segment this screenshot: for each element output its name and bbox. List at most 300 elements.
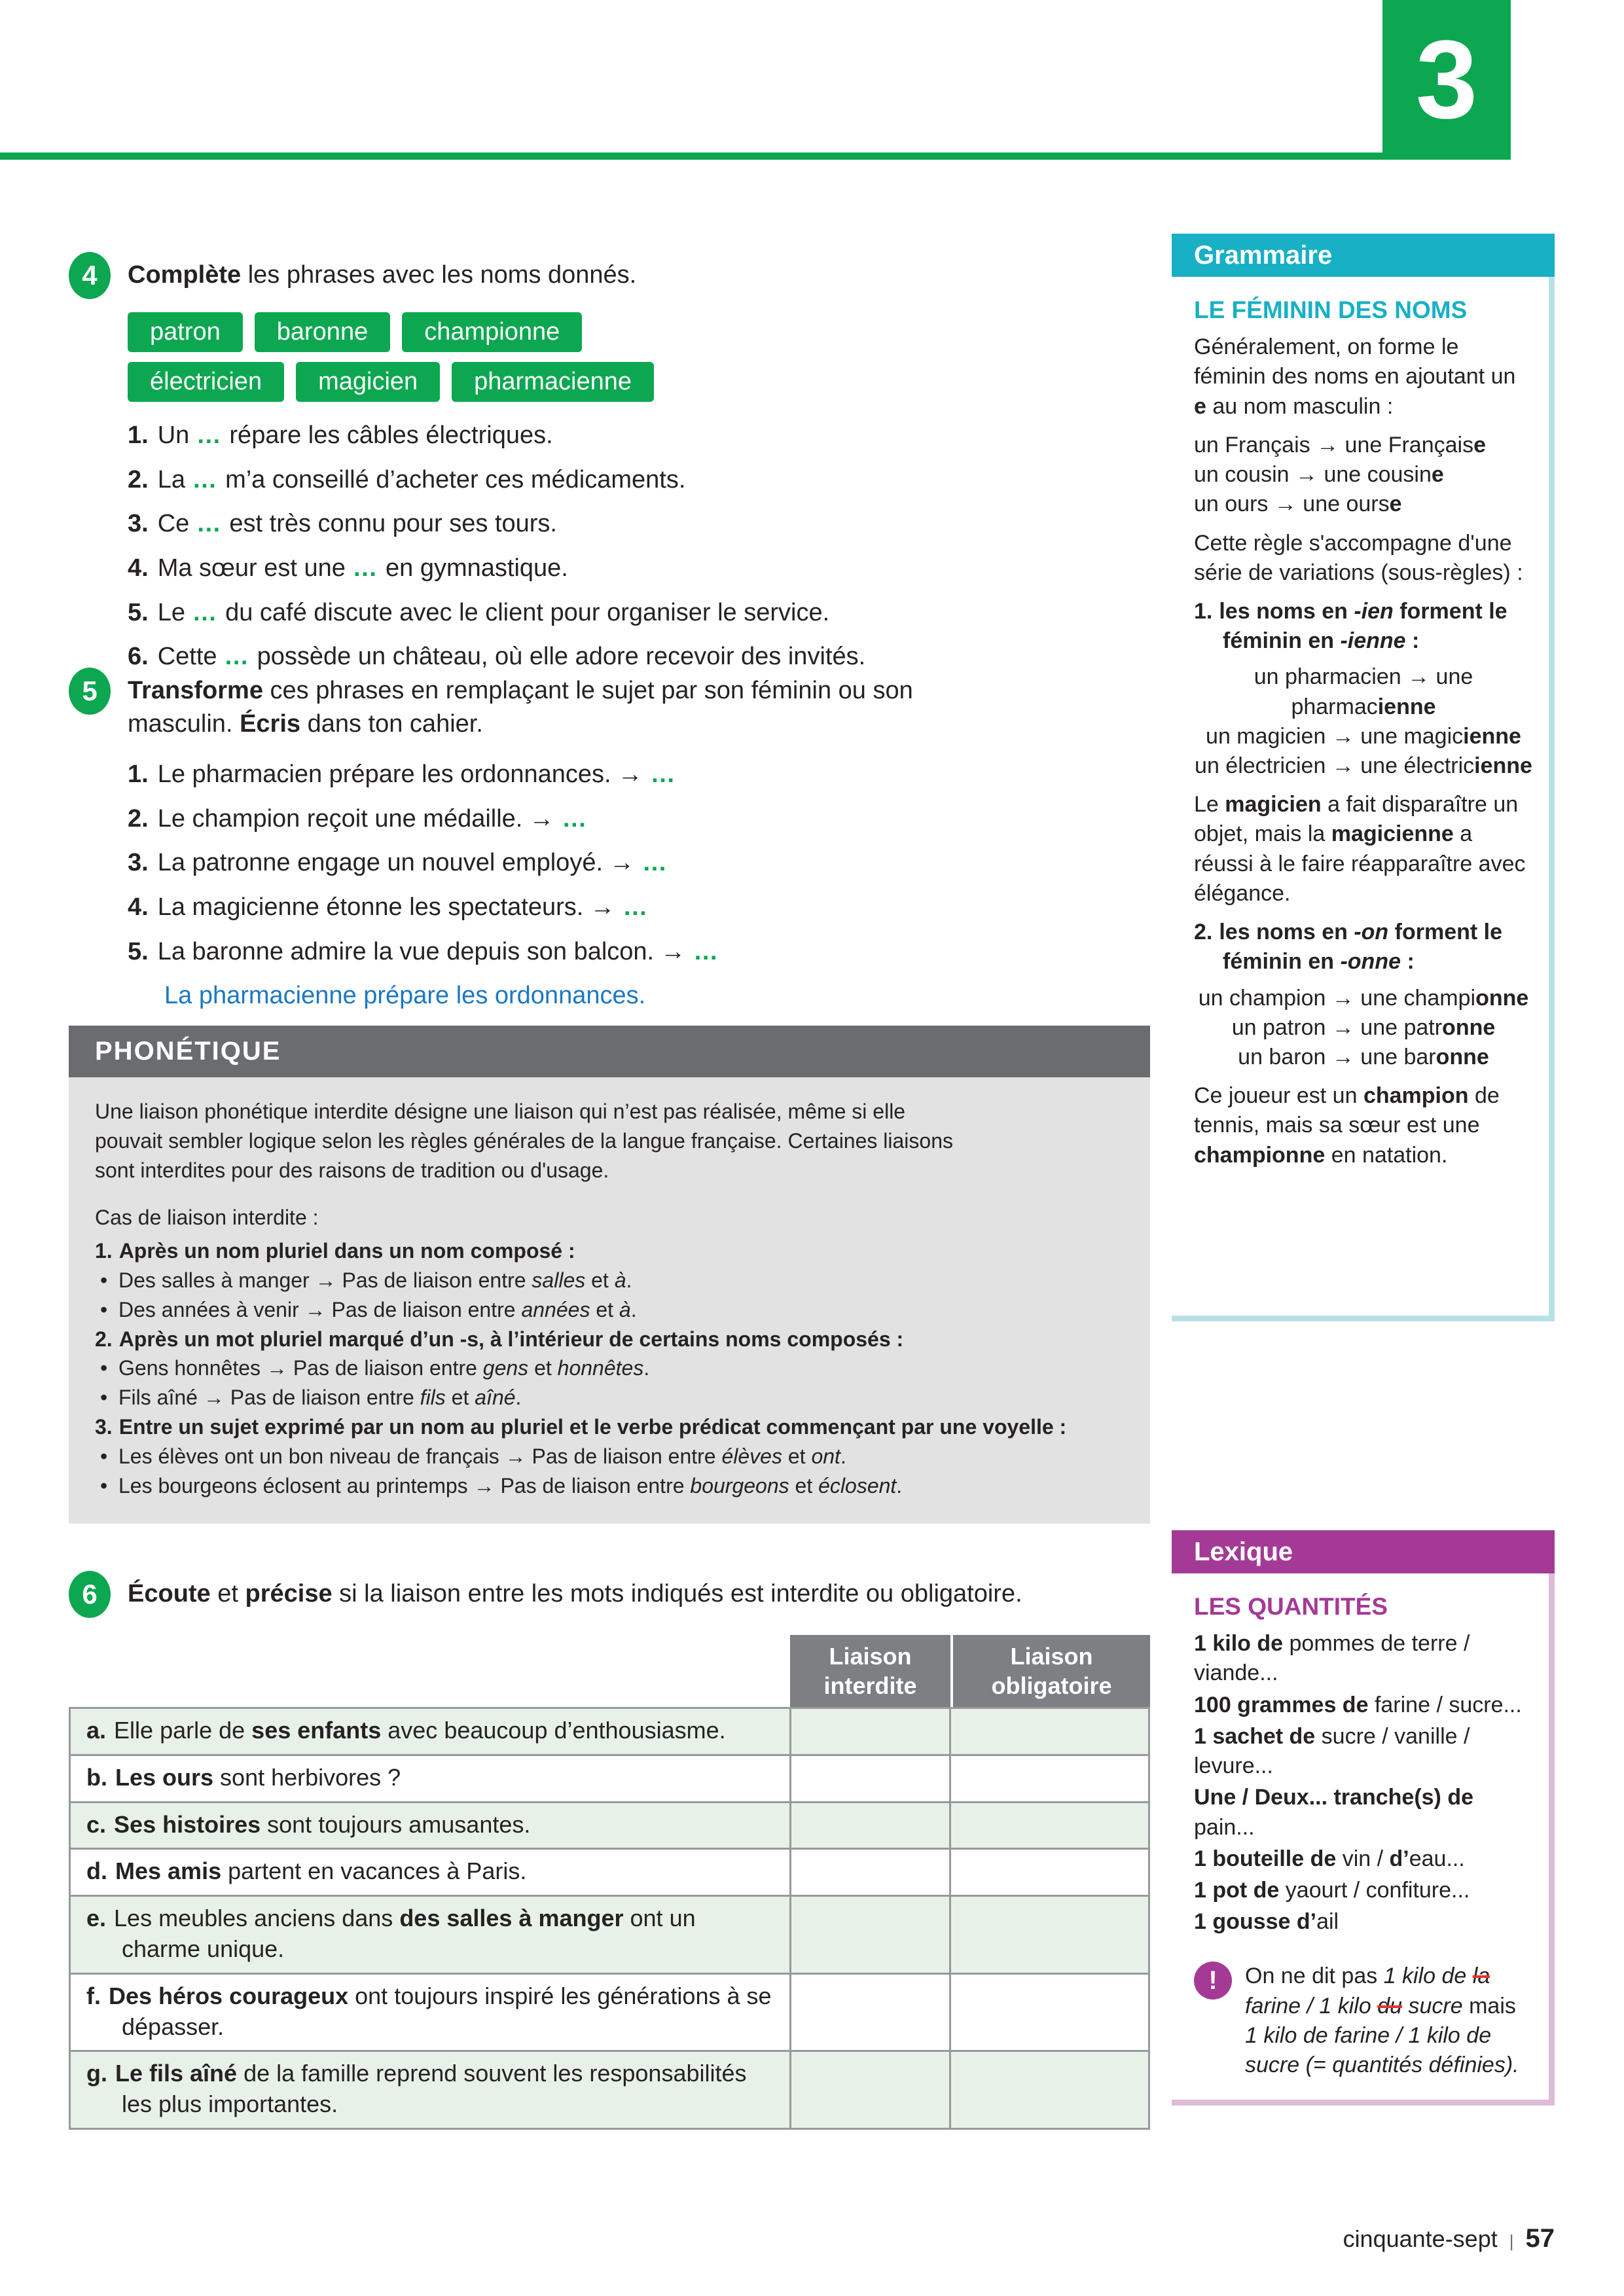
liaison-interdite-cell-a[interactable] (789, 1709, 949, 1754)
rule-text: forment le féminin en (1223, 920, 1502, 975)
rule-suffix: -onne (1340, 949, 1401, 975)
liaison-interdite-cell-b[interactable] (789, 1756, 949, 1801)
table-row (69, 1975, 1150, 2053)
bullet-text: et (782, 1444, 812, 1468)
word-chip: patron (128, 312, 243, 352)
phonetique-example (95, 1354, 1124, 1383)
phonetique-box (69, 1026, 1150, 1524)
liaison-obligatoire-cell-d[interactable] (949, 1850, 1148, 1895)
phonetique-example (95, 1442, 1124, 1471)
item-number: 4. (128, 554, 149, 583)
rule-suffix: -ien (1354, 598, 1394, 624)
bullet-text: . (840, 1444, 846, 1468)
sidebar (1172, 234, 1555, 2078)
item-text: m’a conseillé d’acheter ces médicaments. (218, 465, 686, 493)
example-line (1194, 662, 1533, 721)
phonetique-rule-title (95, 1412, 1124, 1442)
row-text: Elle parle de (114, 1717, 252, 1744)
example-line (1194, 984, 1533, 1013)
row-target-words: Les ours (115, 1763, 214, 1791)
list-item (128, 849, 1150, 878)
footer-separator: | (1509, 2231, 1514, 2251)
quantity-bold: 1 bouteille de (1194, 1846, 1337, 1871)
para-text: Le (1194, 792, 1225, 817)
rule-number: 2. (95, 1327, 113, 1351)
rule-title-text: Après un mot pluriel marqué d’un -s, à l’intérieur de certains noms composés : (118, 1327, 904, 1351)
rule-text: : (1401, 949, 1415, 975)
lexique-title: LES QUANTITÉS (1194, 1593, 1388, 1620)
grammaire-header: Grammaire (1172, 234, 1555, 277)
bullet-italic: ont (811, 1444, 840, 1468)
rule-number: 2. (1194, 920, 1213, 945)
bullet-text: . (630, 1297, 637, 1321)
blank-placeholder: … (192, 465, 219, 493)
grammaire-title: LE FÉMININ DES NOMS (1194, 296, 1468, 323)
exercise-5-instruction (128, 668, 926, 741)
row-letter: f. (86, 1982, 101, 2009)
table-row (69, 1803, 1150, 1850)
item-text: Le pharmacien prépare les ordonnances. (157, 760, 611, 788)
item-text: La (157, 465, 192, 493)
exercise-6-instruction (128, 1571, 1022, 1618)
item-number: 4. (128, 893, 149, 921)
quantity-text: eau... (1409, 1846, 1465, 1871)
instruction-verb: précise (245, 1580, 333, 1607)
item-text: est très connu pour ses tours. (222, 510, 557, 538)
example-line (1194, 490, 1533, 519)
arrow-glyph: → (617, 760, 643, 788)
page-number: 57 (1525, 2224, 1555, 2253)
list-item (128, 422, 1150, 450)
note-italic: farine / 1 kilo (1245, 1993, 1378, 2018)
exercise-5 (69, 668, 1150, 1010)
grammaire-paragraph (1194, 1081, 1533, 1170)
lexique-line (1194, 1691, 1533, 1720)
grammaire-examples-centered (1194, 662, 1533, 781)
instruction-text: ces phrases en remplaçant le sujet par son féminin ou son masculin. (128, 677, 913, 738)
example-bold: onne (1475, 985, 1529, 1011)
row-text: de la famille reprend souvent les responsabilités les plus importantes. (122, 2060, 747, 2118)
bullet-text: et (445, 1386, 475, 1410)
bullet-text: et (789, 1473, 819, 1498)
example-text: un champion → une champi (1198, 985, 1476, 1011)
item-text: La patronne engage un nouvel employé. (157, 849, 604, 877)
instruction-text: si la liaison entre les mots indiqués est interdite ou obligatoire. (332, 1580, 1022, 1607)
quantity-bold: 1 pot de (1194, 1877, 1280, 1903)
blank-placeholder: … (192, 598, 219, 626)
row-target-words: ses enfants (251, 1717, 382, 1744)
row-target-words: Des héros courageux (109, 1982, 349, 2009)
rule-number: 1. (1194, 598, 1213, 624)
example-line (1194, 1013, 1533, 1043)
example-bold: e (1473, 432, 1486, 457)
phonetique-cases-label: Cas de liaison interdite : (95, 1206, 319, 1230)
note-italic: sucre (1402, 1993, 1463, 2018)
grammaire-body (1172, 277, 1555, 1321)
row-text: sont toujours amusantes. (261, 1810, 531, 1838)
para-text: au nom masculin : (1206, 393, 1394, 419)
phonetique-rule-title (95, 1236, 1124, 1266)
exercise-number-badge: 4 (69, 252, 111, 299)
lexique-line (1194, 1722, 1533, 1781)
blank-placeholder: … (693, 937, 720, 965)
liaison-table-header (69, 1635, 1150, 1707)
item-text: possède un château, où elle adore recevoir des invités. (250, 643, 866, 671)
word-chip: magicien (296, 362, 440, 402)
rule-text: les noms en (1219, 920, 1354, 945)
bullet-text: et (585, 1268, 615, 1292)
instruction-verb: Complète (128, 261, 242, 289)
grammaire-examples (1194, 431, 1533, 520)
bullet-text: . (643, 1356, 650, 1380)
blank-placeholder: … (623, 893, 649, 921)
list-item (128, 893, 1150, 922)
row-text: ont toujours inspiré les générations à se dépasser. (122, 1982, 772, 2040)
para-text: a réussi à le faire réapparaître avec élégance. (1194, 821, 1526, 906)
table-row (69, 1850, 1150, 1897)
item-text: Le (157, 598, 192, 626)
list-item (128, 510, 1150, 539)
bullet-italic: salles (532, 1268, 586, 1292)
row-text: partent en vacances à Paris. (221, 1857, 527, 1885)
example-text: un électricien → une électric (1195, 753, 1475, 779)
bullet-text: Les bourgeons éclosent au printemps → Pas de liaison entre (118, 1473, 691, 1498)
sentence-cell (71, 2052, 789, 2128)
blank-placeholder: … (224, 643, 251, 671)
grammaire-paragraph: Cette règle s'accompagne d'une série de variations (sous-règles) : (1194, 530, 1523, 585)
list-item (128, 554, 1150, 583)
bullet-italic: fils (420, 1386, 446, 1410)
para-text: en natation. (1325, 1142, 1448, 1168)
quantity-bold: 1 gousse d’ (1194, 1909, 1317, 1935)
quantity-text: sucre / vanille / levure... (1194, 1723, 1470, 1779)
bullet-italic: à (619, 1297, 631, 1321)
sentence-cell (71, 1850, 789, 1895)
example-bold: e (1389, 492, 1402, 517)
row-target-words: Le fils aîné (115, 2060, 238, 2087)
row-letter: c. (86, 1810, 107, 1838)
usage-note-text (1245, 1962, 1533, 2080)
arrow-glyph: → (660, 937, 686, 965)
table-row (69, 2052, 1150, 2130)
para-bold: e (1194, 393, 1206, 419)
table-row (69, 1756, 1150, 1803)
instruction-text: dans ton cahier. (300, 709, 483, 738)
example-bold: e (1431, 462, 1444, 488)
item-text: Ce (157, 510, 196, 538)
arrow-glyph: → (529, 804, 554, 833)
lexique-line (1194, 1783, 1533, 1842)
item-number: 2. (128, 804, 149, 833)
instruction-verb: Écoute (128, 1580, 211, 1607)
liaison-obligatoire-cell-b[interactable] (949, 1756, 1148, 1801)
bullet-italic: honnêtes (557, 1356, 644, 1380)
struck-word: la (1472, 1964, 1490, 1989)
phonetique-example (95, 1383, 1124, 1412)
liaison-interdite-cell-g[interactable] (789, 2052, 949, 2128)
word-bank-row (128, 312, 1150, 352)
top-green-rule (0, 152, 1382, 160)
item-text: en gymnastique. (378, 554, 568, 583)
rule-number: 3. (95, 1414, 113, 1439)
example-bold: ienne (1463, 723, 1521, 749)
grammaire-rule (1194, 918, 1533, 977)
liaison-interdite-cell-e[interactable] (789, 1897, 949, 1973)
word-chip: baronne (255, 312, 390, 352)
blank-placeholder: … (642, 849, 669, 877)
item-text: du café discute avec le client pour organiser le service. (218, 598, 830, 626)
item-number: 1. (128, 422, 149, 449)
quantity-bold: 1 sachet de (1194, 1723, 1316, 1749)
rule-suffix: -on (1354, 920, 1389, 945)
para-text: Généralement, on forme le féminin des noms en ajoutant un (1194, 334, 1516, 389)
note-text: On ne dit pas (1245, 1964, 1384, 1989)
item-text: répare les câbles électriques. (222, 422, 553, 449)
example-answer: La pharmacienne prépare les ordonnances. (164, 982, 646, 1010)
lexique-line (1194, 1907, 1533, 1937)
exercise-5-items (128, 761, 1150, 966)
rule-text: les noms en (1219, 598, 1354, 624)
para-text: de tennis, mais sa sœur est une (1194, 1083, 1500, 1138)
row-letter: a. (86, 1717, 107, 1744)
instruction-text: et (210, 1580, 245, 1607)
list-item (128, 599, 1150, 628)
rule-text: : (1405, 628, 1420, 654)
row-target-words: Ses histoires (114, 1810, 261, 1838)
bullet-text: Gens honnêtes → Pas de liaison entre (118, 1356, 483, 1380)
row-target-words: des salles à manger (399, 1905, 624, 1932)
example-line (1194, 460, 1533, 490)
liaison-table (69, 1635, 1150, 2130)
word-chip: pharmacienne (452, 362, 654, 402)
liaison-obligatoire-cell-e[interactable] (949, 1897, 1148, 1973)
bullet-text: et (590, 1297, 619, 1321)
rule-title-text: Entre un sujet exprimé par un nom au pluriel et le verbe prédicat commençant par une voyelle : (118, 1414, 1067, 1439)
liaison-interdite-cell-c[interactable] (789, 1803, 949, 1848)
para-bold: champion (1363, 1083, 1469, 1109)
instruction-verb: Transforme (128, 677, 263, 704)
para-bold: championne (1194, 1142, 1326, 1168)
liaison-interdite-cell-d[interactable] (789, 1850, 949, 1895)
lexique-header: Lexique (1172, 1530, 1555, 1573)
row-letter: e. (86, 1905, 107, 1932)
bullet-italic: aîné (475, 1386, 516, 1410)
example-text: un ours → une ours (1194, 492, 1390, 517)
grammaire-paragraph (1194, 790, 1533, 908)
item-number: 5. (128, 598, 149, 626)
exercise-6-header (69, 1571, 1150, 1618)
blank-placeholder: … (352, 554, 379, 583)
sentence-cell (71, 1709, 789, 1754)
phonetique-intro: Une liaison phonétique interdite désigne une liaison qui n’est pas réalisée, même si elle pouvait sembler logique selon les règles générales de la langue française. Certaines liaisons sont interdites pour des raisons de tradition ou d'usage. (95, 1100, 953, 1182)
arrow-glyph: → (590, 893, 615, 921)
quantity-text: pommes de terre / viande... (1194, 1631, 1470, 1686)
sentence-cell (71, 1756, 789, 1801)
grammaire-paragraph (1194, 332, 1533, 422)
example-line (1194, 431, 1533, 460)
row-letter: b. (86, 1763, 107, 1791)
quantity-bold: 100 grammes de (1194, 1692, 1369, 1717)
table-row (69, 1707, 1150, 1756)
quantity-bold: d’ (1389, 1846, 1409, 1871)
bullet-text: . (896, 1473, 903, 1498)
list-item (128, 938, 1150, 967)
bullet-text: . (515, 1386, 522, 1410)
quantity-text: yaourt / confiture... (1279, 1877, 1470, 1903)
row-text: ont un charme unique. (122, 1905, 696, 1962)
row-letter: g. (86, 2060, 107, 2087)
quantity-text: farine / sucre... (1368, 1692, 1522, 1717)
bullet-italic: bourgeons (690, 1473, 789, 1498)
list-item (128, 466, 1150, 495)
exercise-number-badge: 5 (69, 668, 111, 715)
liaison-obligatoire-cell-g[interactable] (949, 2052, 1148, 2128)
row-text: avec beaucoup d’enthousiasme. (381, 1717, 726, 1744)
column-header-liaison-obligatoire: Liaison obligatoire (950, 1635, 1150, 1707)
quantity-text: ail (1316, 1909, 1339, 1935)
item-text: La magicienne étonne les spectateurs. (157, 893, 584, 921)
bullet-text: Des salles à manger → Pas de liaison entre (118, 1268, 532, 1292)
sentence-cell (71, 1803, 789, 1848)
example-text: un Français → une Français (1194, 432, 1474, 457)
bullet-text: Des années à venir → Pas de liaison entre (118, 1297, 522, 1321)
example-bold: ienne (1377, 694, 1436, 719)
item-number: 6. (128, 643, 149, 671)
sentence-cell (71, 1897, 789, 1973)
bullet-italic: années (521, 1297, 590, 1321)
list-item (128, 761, 1150, 789)
blank-placeholder: … (196, 510, 223, 538)
lexique-box (1172, 1530, 1555, 2106)
note-italic: 1 kilo de (1383, 1964, 1473, 1989)
column-header-liaison-interdite: Liaison interdite (790, 1635, 950, 1707)
example-line (1194, 751, 1533, 781)
phonetique-body (69, 1077, 1150, 1524)
example-text: un pharmacien → une pharmac (1254, 664, 1473, 719)
liaison-interdite-cell-f[interactable] (789, 1975, 949, 2051)
sentence-cell (71, 1975, 789, 2051)
item-text: Un (157, 422, 196, 449)
exercise-5-header (69, 668, 1150, 741)
para-text: a fait disparaître un objet, mais la (1194, 792, 1519, 847)
warning-icon: ! (1194, 1962, 1232, 2000)
item-text: Cette (157, 643, 225, 671)
liaison-obligatoire-cell-f[interactable] (949, 1975, 1148, 2051)
exercise-4-items (128, 422, 1150, 672)
lexique-body (1172, 1573, 1555, 2106)
note-italic: 1 kilo de farine / 1 kilo de sucre (1245, 2022, 1492, 2078)
unit-number-badge: 3 (1382, 0, 1511, 160)
word-chip: électricien (128, 362, 284, 402)
example-bold: onne (1442, 1014, 1496, 1040)
table-row (69, 1897, 1150, 1975)
word-bank (128, 312, 1150, 402)
exercise-4-header (69, 252, 1150, 299)
blank-placeholder: … (650, 760, 677, 788)
item-number: 2. (128, 465, 149, 493)
list-item (128, 805, 1150, 834)
instruction-verb: Écris (240, 709, 301, 738)
exercise-6 (69, 1571, 1150, 2130)
row-letter: d. (86, 1857, 107, 1885)
word-bank-row (128, 362, 1150, 402)
grammaire-box (1172, 234, 1555, 1321)
usage-note (1194, 1962, 1533, 2080)
example-line (1194, 722, 1533, 751)
exercise-number-badge: 6 (69, 1571, 111, 1618)
rule-title-text: Après un nom pluriel dans un nom composé : (118, 1239, 575, 1263)
lexique-line (1194, 1844, 1533, 1874)
example-line (1194, 1043, 1533, 1072)
para-text: Ce joueur est un (1194, 1083, 1363, 1109)
item-number: 3. (128, 849, 149, 877)
bullet-text: Fils aîné → Pas de liaison entre (118, 1386, 420, 1410)
phonetique-example (95, 1471, 1124, 1501)
arrow-glyph: → (609, 849, 635, 877)
rule-suffix: -ienne (1340, 628, 1406, 654)
phonetique-example (95, 1266, 1124, 1295)
bullet-text: Les élèves ont un bon niveau de français → Pas de liaison entre (118, 1444, 722, 1468)
example-bold: onne (1435, 1045, 1489, 1070)
bullet-text: . (626, 1268, 632, 1292)
item-number: 5. (128, 937, 149, 965)
quantity-bold: Une / Deux... tranche(s) de (1194, 1785, 1473, 1810)
blank-placeholder: … (196, 422, 223, 449)
quantity-text: vin / (1336, 1846, 1390, 1871)
item-number: 3. (128, 510, 149, 538)
struck-word: du (1377, 1993, 1403, 2018)
phonetique-rule-title (95, 1325, 1124, 1354)
bullet-italic: élèves (721, 1444, 782, 1468)
note-italic: (= quantités définies). (1299, 2053, 1519, 2078)
example-text: un cousin → une cousin (1194, 462, 1432, 488)
blank-placeholder: … (562, 804, 588, 833)
word-chip: championne (402, 312, 582, 352)
liaison-obligatoire-cell-a[interactable] (949, 1709, 1148, 1754)
example-text: un magicien → une magic (1206, 723, 1464, 749)
quantity-text: pain... (1194, 1814, 1255, 1840)
exercise-4 (69, 252, 1150, 687)
para-bold: magicienne (1331, 821, 1454, 847)
exercise-4-instruction (128, 252, 636, 299)
example-bold: ienne (1474, 753, 1532, 779)
rule-number: 1. (95, 1239, 113, 1263)
row-target-words: Mes amis (115, 1857, 222, 1885)
instruction-text: les phrases avec les noms donnés. (241, 261, 637, 289)
phonetique-title: PHONÉTIQUE (69, 1026, 1150, 1077)
grammaire-rule (1194, 597, 1533, 656)
item-text: Ma sœur est une (157, 554, 353, 583)
page-footer (1343, 2224, 1555, 2253)
item-text: Le champion reçoit une médaille. (157, 804, 523, 833)
item-number: 1. (128, 760, 149, 788)
phonetique-example (95, 1295, 1124, 1325)
bullet-italic: gens (482, 1356, 529, 1380)
example-text: un patron → une patr (1231, 1014, 1443, 1040)
table-header-spacer (69, 1635, 790, 1707)
example-text: un baron → une bar (1238, 1045, 1436, 1070)
bullet-text: et (528, 1356, 558, 1380)
bullet-italic: éclosent (818, 1473, 897, 1498)
row-text: sont herbivores ? (213, 1763, 401, 1791)
liaison-obligatoire-cell-c[interactable] (949, 1803, 1148, 1848)
page-number-words: cinquante-sept (1343, 2225, 1498, 2252)
bullet-italic: à (614, 1268, 626, 1292)
item-text: La baronne admire la vue depuis son balcon. (157, 937, 655, 965)
row-text: Les meubles anciens dans (114, 1905, 400, 1932)
lexique-line (1194, 1629, 1533, 1688)
rule-text: forment le féminin en (1223, 598, 1507, 654)
